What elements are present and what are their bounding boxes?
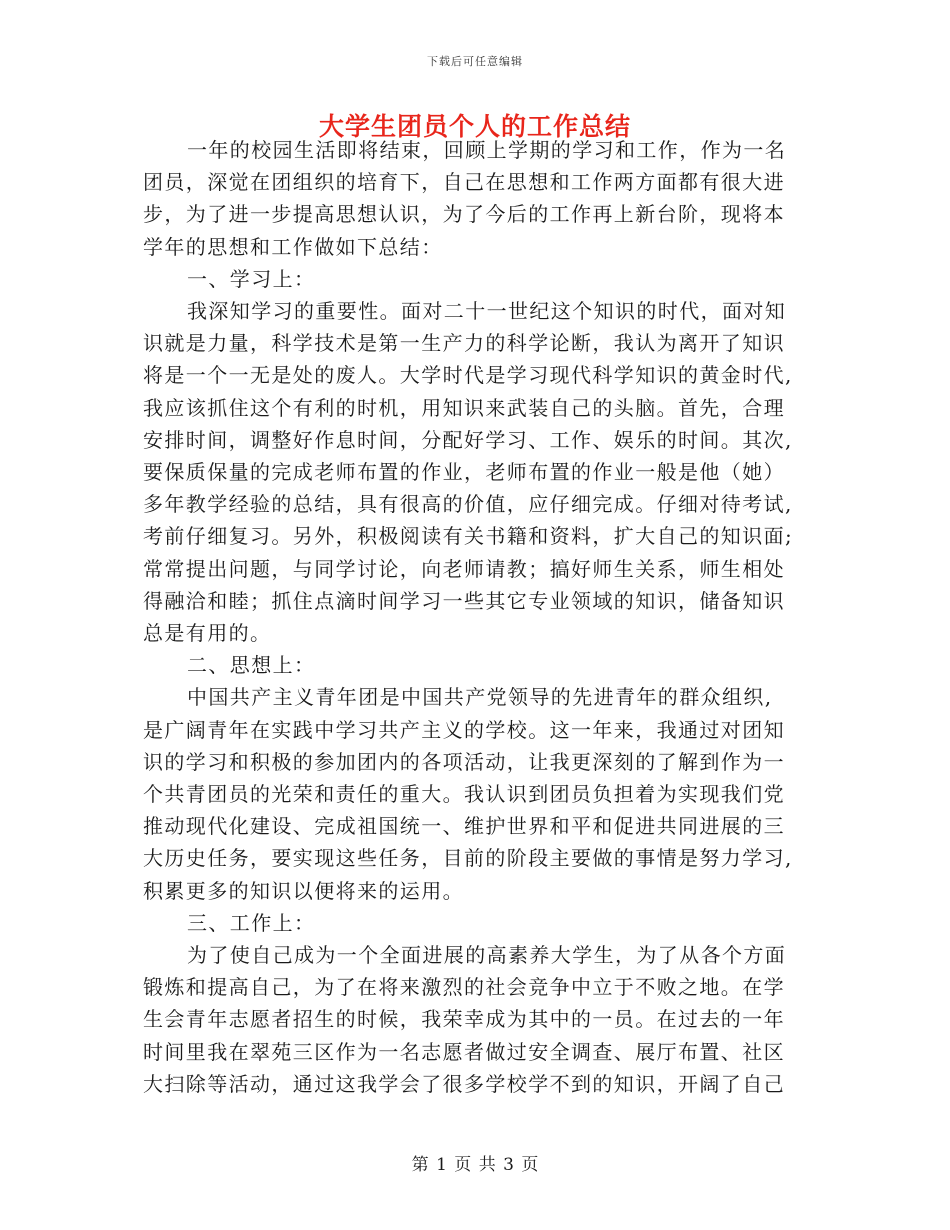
document-body bbox=[143, 134, 808, 1100]
page-header-note: 下载后可任意编辑 bbox=[427, 55, 523, 68]
thought-paragraph: 中国共产主义青年团是中国共产党领导的先进青年的群众组织, 是广阔青年在实践中学习共产主义的学校。这一年来，我通过对团知 识的学习和积极的参加团内的各项活动，让我更深刻的了解到作为一 个共青团员的光荣和责任的重大。我认识到团员负担着为实现我们党 推动现代化建设、完成祖国统一、维护世界和平和促进共同进展的三 大历史任务，要实现这些任务，目前的阶段主要做的事情是努力学习, 积累更多的知识以便将来的运用。 bbox=[143, 685, 793, 903]
work-paragraph: 为了使自己成为一个全面进展的高素养大学生，为了从各个方面 锻炼和提高自己，为了在将来激烈的社会竞争中立于不败之地。在学 生会青年志愿者招生的时候，我荣幸成为其中的一员。在过去的一年 时间里我在翠苑三区作为一名志愿者做过安全调查、展厅布置、社区 大扫除等活动，通过这我学会了很多学校学不到的知识，开阔了自己 bbox=[143, 943, 787, 1096]
intro-paragraph: 一年的校园生活即将结束，回顾上学期的学习和工作，作为一名 团员，深觉在团组织的培育下，自己在思想和工作两方面都有很大进 步，为了进一步提高思想认识，为了今后的工作再上新台阶，现将本 学年的思想和工作做如下总结： bbox=[143, 138, 787, 259]
section-heading-study: 一、学习上： bbox=[187, 266, 316, 291]
section-heading-work: 三、工作上： bbox=[187, 910, 316, 935]
section-heading-thought: 二、思想上： bbox=[187, 653, 316, 678]
study-paragraph: 我深知学习的重要性。面对二十一世纪这个知识的时代，面对知 识就是力量，科学技术是第一生产力的科学论断，我认为离开了知识 将是一个一无是处的废人。大学时代是学习现代科学知识的黄金时代, 我应该抓住这个有利的时机，用知识来武装自己的头脑。首先，合理 安排时间，调整好作息时间，分配好学习、工作、娱乐的时间。其次, 要保质保量的完成老师布置的作业，老师布置的作业一般是他（她） 多年教学经验的总结，具有很高的价值，应仔细完成。仔细对待考试, 考前仔细复习。另外，积极阅读有关书籍和资料，扩大自己的知识面; 常常提出问题，与同学讨论，向老师请教；搞好师生关系，师生相处 得融洽和睦；抓住点滴时间学习一些其它专业领域的知识，储备知识 总是有用的。 bbox=[143, 299, 794, 646]
page-number-footer: 第 1 页 共 3 页 bbox=[411, 1155, 539, 1175]
document-title: 大学生团员个人的工作总结 bbox=[318, 112, 631, 141]
